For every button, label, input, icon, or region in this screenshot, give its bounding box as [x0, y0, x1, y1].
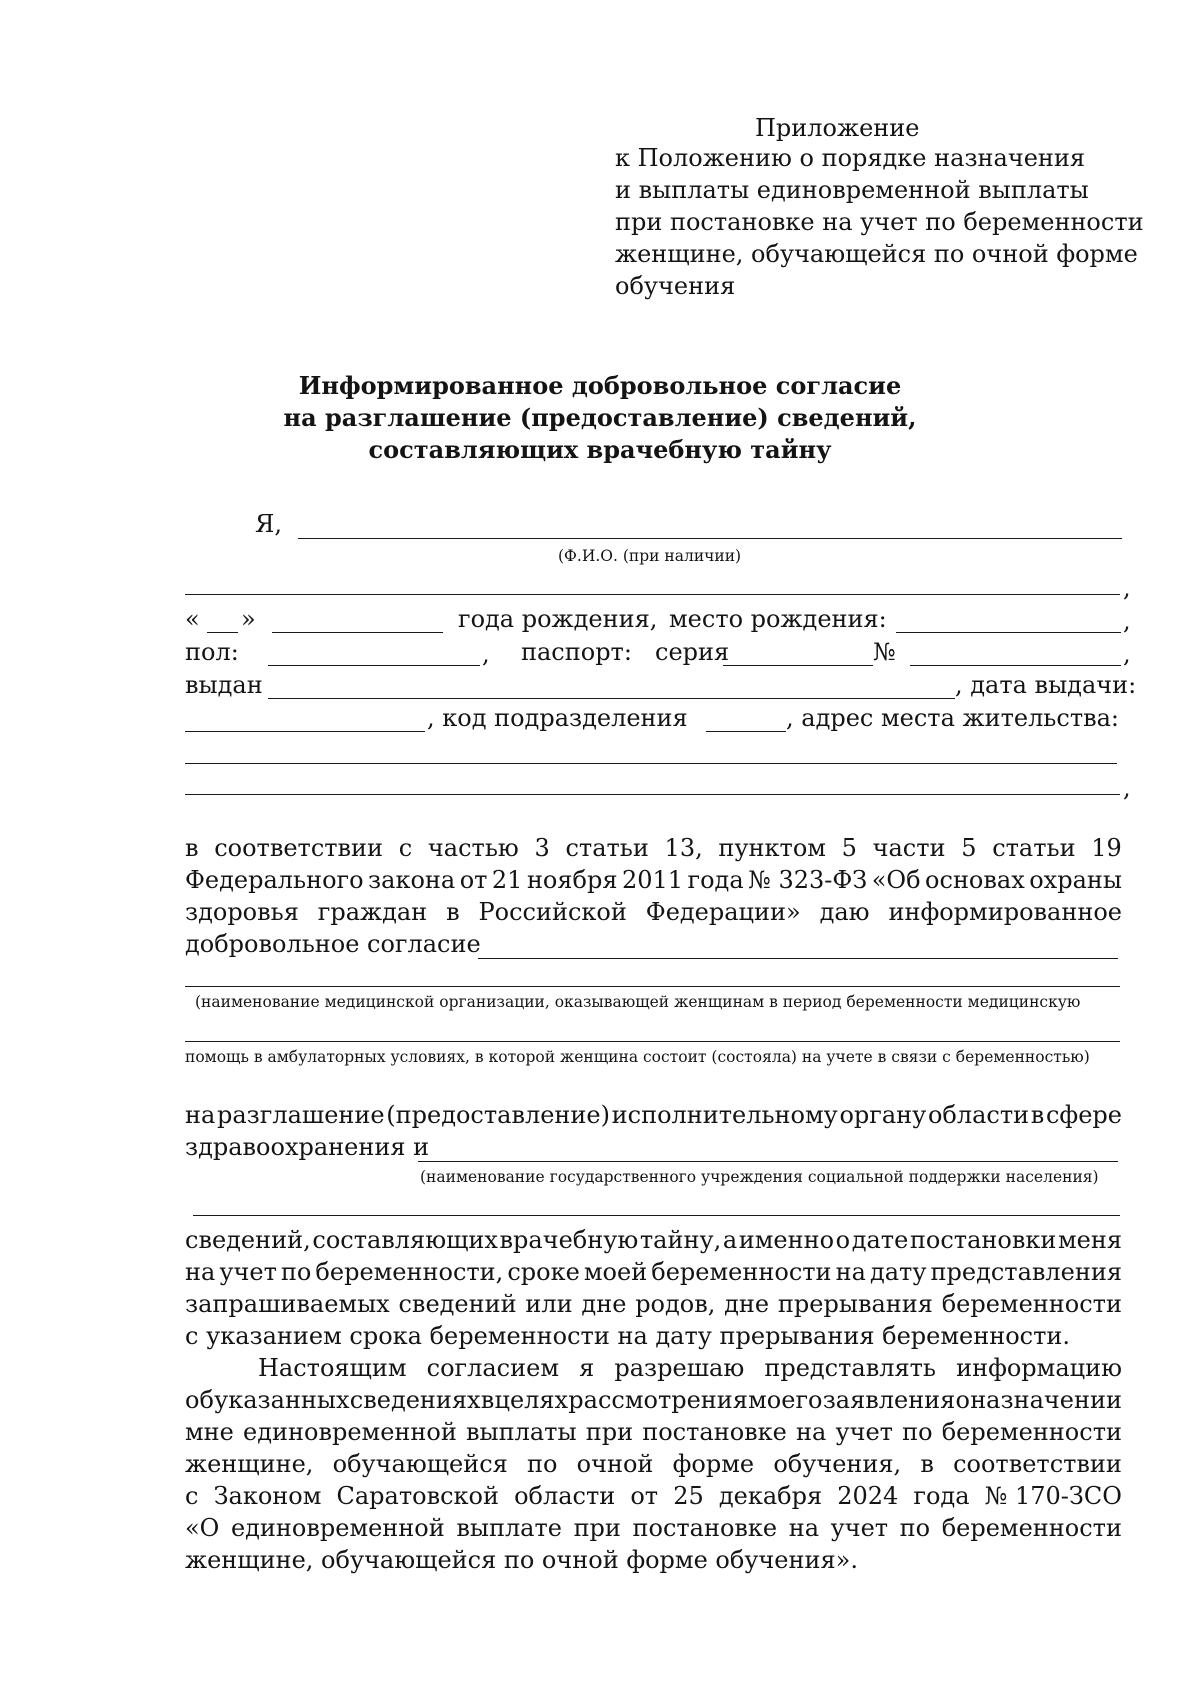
medical-org-field[interactable] — [185, 986, 1120, 987]
passport-number-field[interactable] — [910, 665, 1121, 666]
text-line: об указанных сведениях в целях рассмотрения моего заявления о назначении — [185, 1386, 1122, 1414]
issue-date-label: , дата выдачи: — [955, 671, 1137, 699]
medical-org-hint: помощь в амбулаторных условиях, в которой женщина состоит (состояла) на учете в связи с беременностью) — [185, 1048, 1090, 1066]
fio-field[interactable] — [298, 538, 1122, 539]
appendix-line: женщине, обучающейся по очной форме — [615, 240, 1138, 268]
text-line: женщине, обучающейся по очной форме обучения, в соответствии — [185, 1450, 1122, 1478]
comma: , — [1123, 574, 1131, 602]
text-line: мне единовременной выплаты при постановке на учет по беременности — [185, 1418, 1122, 1446]
birth-year-label: года рождения, — [458, 605, 658, 633]
text-line: сведений, составляющих врачебную тайну, а именно о дате постановки меня — [185, 1226, 1122, 1254]
fio-hint: (Ф.И.О. (при наличии) — [558, 547, 742, 565]
issued-by-field[interactable] — [268, 698, 955, 699]
text-line: на разглашение (предоставление) исполнительному органу области в сфере — [185, 1101, 1122, 1129]
i-label: Я, — [255, 510, 283, 538]
text-line: Федерального закона от 21 ноября 2011 года № 323-ФЗ «Об основах охраны — [185, 866, 1122, 894]
social-institution-field[interactable] — [193, 1215, 1120, 1216]
birth-month-field[interactable] — [272, 632, 443, 633]
text-line: на учет по беременности, сроке моей беременности на дату представления — [185, 1258, 1122, 1286]
passport-label: паспорт: — [521, 638, 632, 666]
text-line: женщине, обучающейся по очной форме обучения». — [185, 1546, 858, 1574]
comma: , — [1123, 607, 1131, 635]
text-line: в соответствии с частью 3 статьи 13, пунктом 5 части 5 статьи 19 — [185, 834, 1122, 862]
heading-line: Информированное добровольное согласие — [298, 371, 902, 400]
medical-org-hint: (наименование медицинской организации, оказывающей женщинам в период беременности медицинскую — [195, 993, 1081, 1011]
text-line: с указанием срока беременности на дату прерывания беременности. — [185, 1322, 1070, 1350]
social-institution-hint: (наименование государственного учреждения социальной поддержки населения) — [420, 1168, 1099, 1186]
appendix-line: и выплаты единовременной выплаты — [615, 176, 1089, 204]
appendix-line: обучения — [615, 272, 736, 300]
comma: , — [1123, 774, 1131, 802]
birth-place-field[interactable] — [896, 632, 1121, 633]
passport-series-field[interactable] — [723, 665, 873, 666]
text-line: с Законом Саратовской области от 25 декабря 2024 года № 170-ЗСО — [185, 1482, 1122, 1510]
series-label: серия — [655, 638, 730, 666]
appendix-title: Приложение — [755, 114, 920, 142]
appendix-line: к Положению о порядке назначения — [615, 144, 1086, 172]
date-close-quote: » — [241, 605, 256, 633]
issued-label: выдан — [185, 671, 263, 699]
birth-day-field[interactable] — [207, 632, 238, 633]
issue-date-field[interactable] — [185, 731, 425, 732]
appendix-line: при постановке на учет по беременности — [615, 208, 1144, 236]
text-line: запрашиваемых сведений или дне родов, дне прерывания беременности — [185, 1290, 1122, 1318]
text-line: «О единовременной выплате при постановке на учет по беременности — [185, 1514, 1122, 1542]
heading-line: на разглашение (предоставление) сведений, — [283, 403, 917, 432]
date-open-quote: « — [185, 605, 200, 633]
health-label: здравоохранения и — [185, 1133, 430, 1161]
address-field[interactable] — [185, 763, 1117, 764]
medical-org-field[interactable] — [185, 1041, 1120, 1042]
fio-continuation-field[interactable] — [185, 594, 1120, 595]
medical-org-field[interactable] — [478, 958, 1118, 959]
heading-line: составляющих врачебную тайну — [368, 435, 832, 464]
sex-field[interactable] — [268, 665, 480, 666]
birth-place-label: место рождения: — [669, 605, 887, 633]
subdivision-label: , код подразделения — [427, 704, 688, 732]
social-institution-field[interactable] — [418, 1161, 1118, 1162]
comma: , — [1123, 640, 1131, 668]
subdivision-code-field[interactable] — [706, 731, 786, 732]
text-line: Настоящим согласием я разрешаю представлять информацию — [258, 1354, 1122, 1382]
number-sign: № — [873, 638, 896, 666]
address-field[interactable] — [185, 794, 1120, 795]
consent-label: добровольное согласие — [185, 930, 481, 958]
sex-label: пол: — [185, 638, 239, 666]
comma: , — [482, 640, 490, 668]
text-line: здоровья граждан в Российской Федерации» даю информированное — [185, 898, 1122, 926]
address-label: , адрес места жительства: — [786, 704, 1119, 732]
